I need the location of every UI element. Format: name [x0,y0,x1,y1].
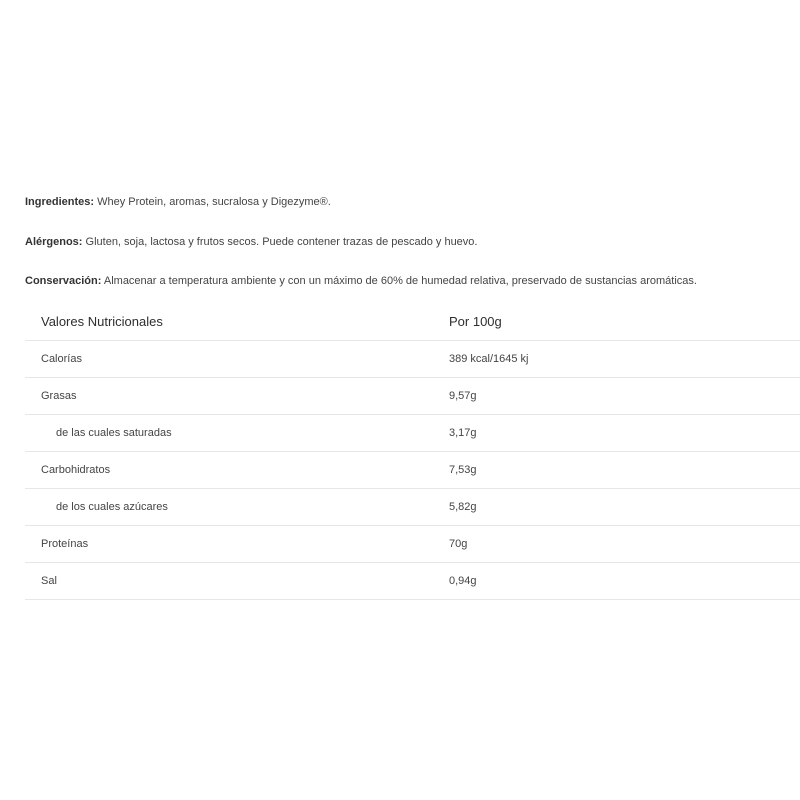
row-name-saturated: de las cuales saturadas [25,415,449,452]
conservation-line [25,274,697,288]
conservation-text: Almacenar a temperatura ambiente y con un máximo de 60% de humedad relativa, preservado de sustancias aromáticas. [101,275,697,287]
row-name-carbohydrates: Carbohidratos [25,452,449,489]
row-name-fat: Grasas [25,378,449,415]
table-row [25,415,800,452]
row-name-proteins: Proteínas [25,526,449,563]
table-row [25,489,800,526]
row-name-sugars: de los cuales azúcares [25,489,449,526]
table-row [25,341,800,378]
ingredients-text: Whey Protein, aromas, sucralosa y Digezyme®. [94,196,331,208]
row-name-salt: Sal [25,563,449,600]
header-nutritional-values: Valores Nutricionales [25,302,449,341]
header-per-100g: Por 100g [449,302,800,341]
table-row [25,526,800,563]
table-row [25,378,800,415]
nutrition-header-row [25,302,800,341]
row-name-calories: Calorías [25,341,449,378]
row-value-saturated: 3,17g [449,415,800,452]
table-row [25,563,800,600]
ingredients-label: Ingredientes: [25,196,95,208]
row-value-carbohydrates: 7,53g [449,452,800,489]
nutrition-table [25,302,800,600]
ingredients-line [25,195,331,209]
allergens-text: Gluten, soja, lactosa y frutos secos. Puede contener trazas de pescado y huevo. [82,236,478,248]
allergens-label: Alérgenos: [25,236,83,248]
table-row [25,452,800,489]
row-value-sugars: 5,82g [449,489,800,526]
conservation-label: Conservación: [25,275,102,287]
row-value-fat: 9,57g [449,378,800,415]
row-value-salt: 0,94g [449,563,800,600]
allergens-line [25,235,477,249]
row-value-proteins: 70g [449,526,800,563]
row-value-calories: 389 kcal/1645 kj [449,341,800,378]
